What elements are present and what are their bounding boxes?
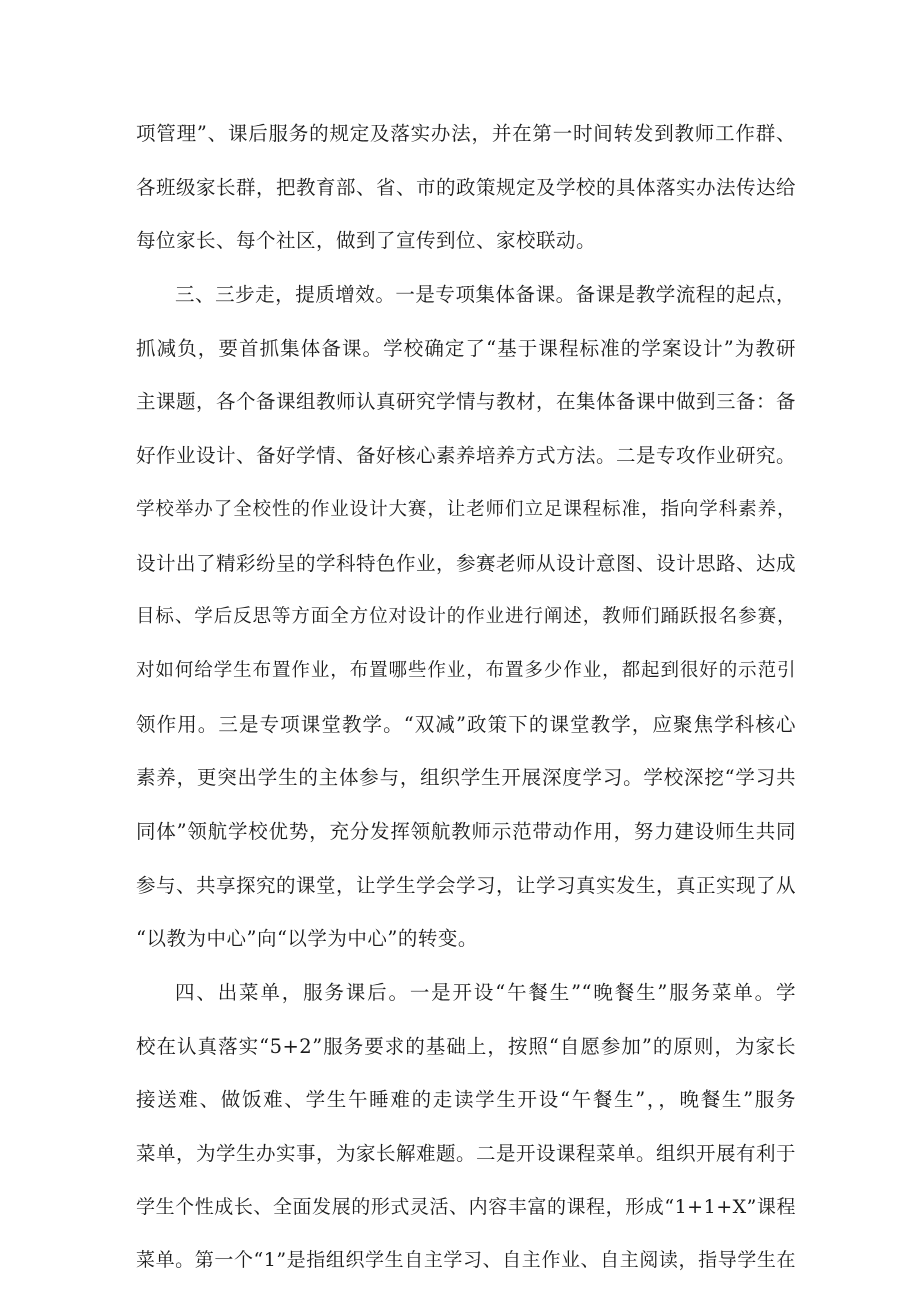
text-line-14: 同体”领航学校优势，充分发挥领航教师示范带动作用，努力建设师生共同	[136, 819, 796, 843]
text-line-6: 主课题，各个备课组教师认真研究学情与教材，在集体备课中做到三备：备	[136, 390, 797, 414]
text-line-19: 接送难、做饭难、学生午睡难的走读学生开设“午餐生”，，晚餐生”服务	[136, 1088, 796, 1112]
text-line-22: 菜单。第一个“1”是指组织学生自主学习、自主作业、自主阅读，指导学生在	[136, 1249, 796, 1272]
text-line-8: 学校举办了全校性的作业设计大赛，让老师们立足课程标准，指向学科素养，	[136, 498, 796, 520]
text-line-4: 三、三步走，提质增效。一是专项集体备课。备课是教学流程的起点，	[175, 283, 796, 307]
text-line-20: 菜单，为学生办实事，为家长解难题。二是开设课程菜单。组织开展有利于	[136, 1142, 797, 1166]
text-line-5: 抓减负，要首抓集体备课。学校确定了“基于课程标准的学案设计”为教研	[136, 336, 796, 360]
text-line-18: 校在认真落实“5+2”服务要求的基础上，按照“自愿参加”的原则，为家长	[136, 1034, 796, 1058]
text-line-7: 好作业设计、备好学情、备好核心素养培养方式方法。二是专攻作业研究。	[136, 444, 797, 468]
body-text	[136, 107, 796, 1288]
text-line-12: 领作用。三是专项课堂教学。“双减”政策下的课堂教学，应聚焦学科核心	[136, 712, 796, 736]
text-line-21: 学生个性成长、全面发展的形式灵活、内容丰富的课程，形成“1+1+X”课程	[136, 1195, 796, 1218]
text-line-10: 目标、学后反思等方面全方位对设计的作业进行阐述，教师们踊跃报名参赛，	[136, 606, 796, 628]
text-line-2: 各班级家长群，把教育部、省、市的政策规定及学校的具体落实办法传达给	[136, 175, 797, 199]
text-line-3: 每位家长、每个社区，做到了宣传到位、家校联动。	[136, 229, 597, 253]
text-line-16: “以教为中心”向“以学为中心”的转变。	[136, 927, 478, 951]
text-line-1: 项管理”、课后服务的规定及落实办法，并在第一时间转发到教师工作群、	[136, 122, 796, 145]
text-line-13: 素养，更突出学生的主体参与，组织学生开展深度学习。学校深挖“学习共	[136, 766, 796, 790]
text-line-11: 对如何给学生布置作业，布置哪些作业，布置多少作业，都起到很好的示范引	[136, 659, 796, 681]
text-line-9: 设计出了精彩纷呈的学科特色作业，参赛老师从设计意图、设计思路、达成	[136, 551, 797, 575]
text-line-17: 四、出菜单，服务课后。一是开设“午餐生”“晚餐生”服务菜单。学	[175, 981, 796, 1004]
text-line-15: 参与、共享探究的课堂，让学生学会学习，让学习真实发生，真正实现了从	[136, 873, 797, 897]
